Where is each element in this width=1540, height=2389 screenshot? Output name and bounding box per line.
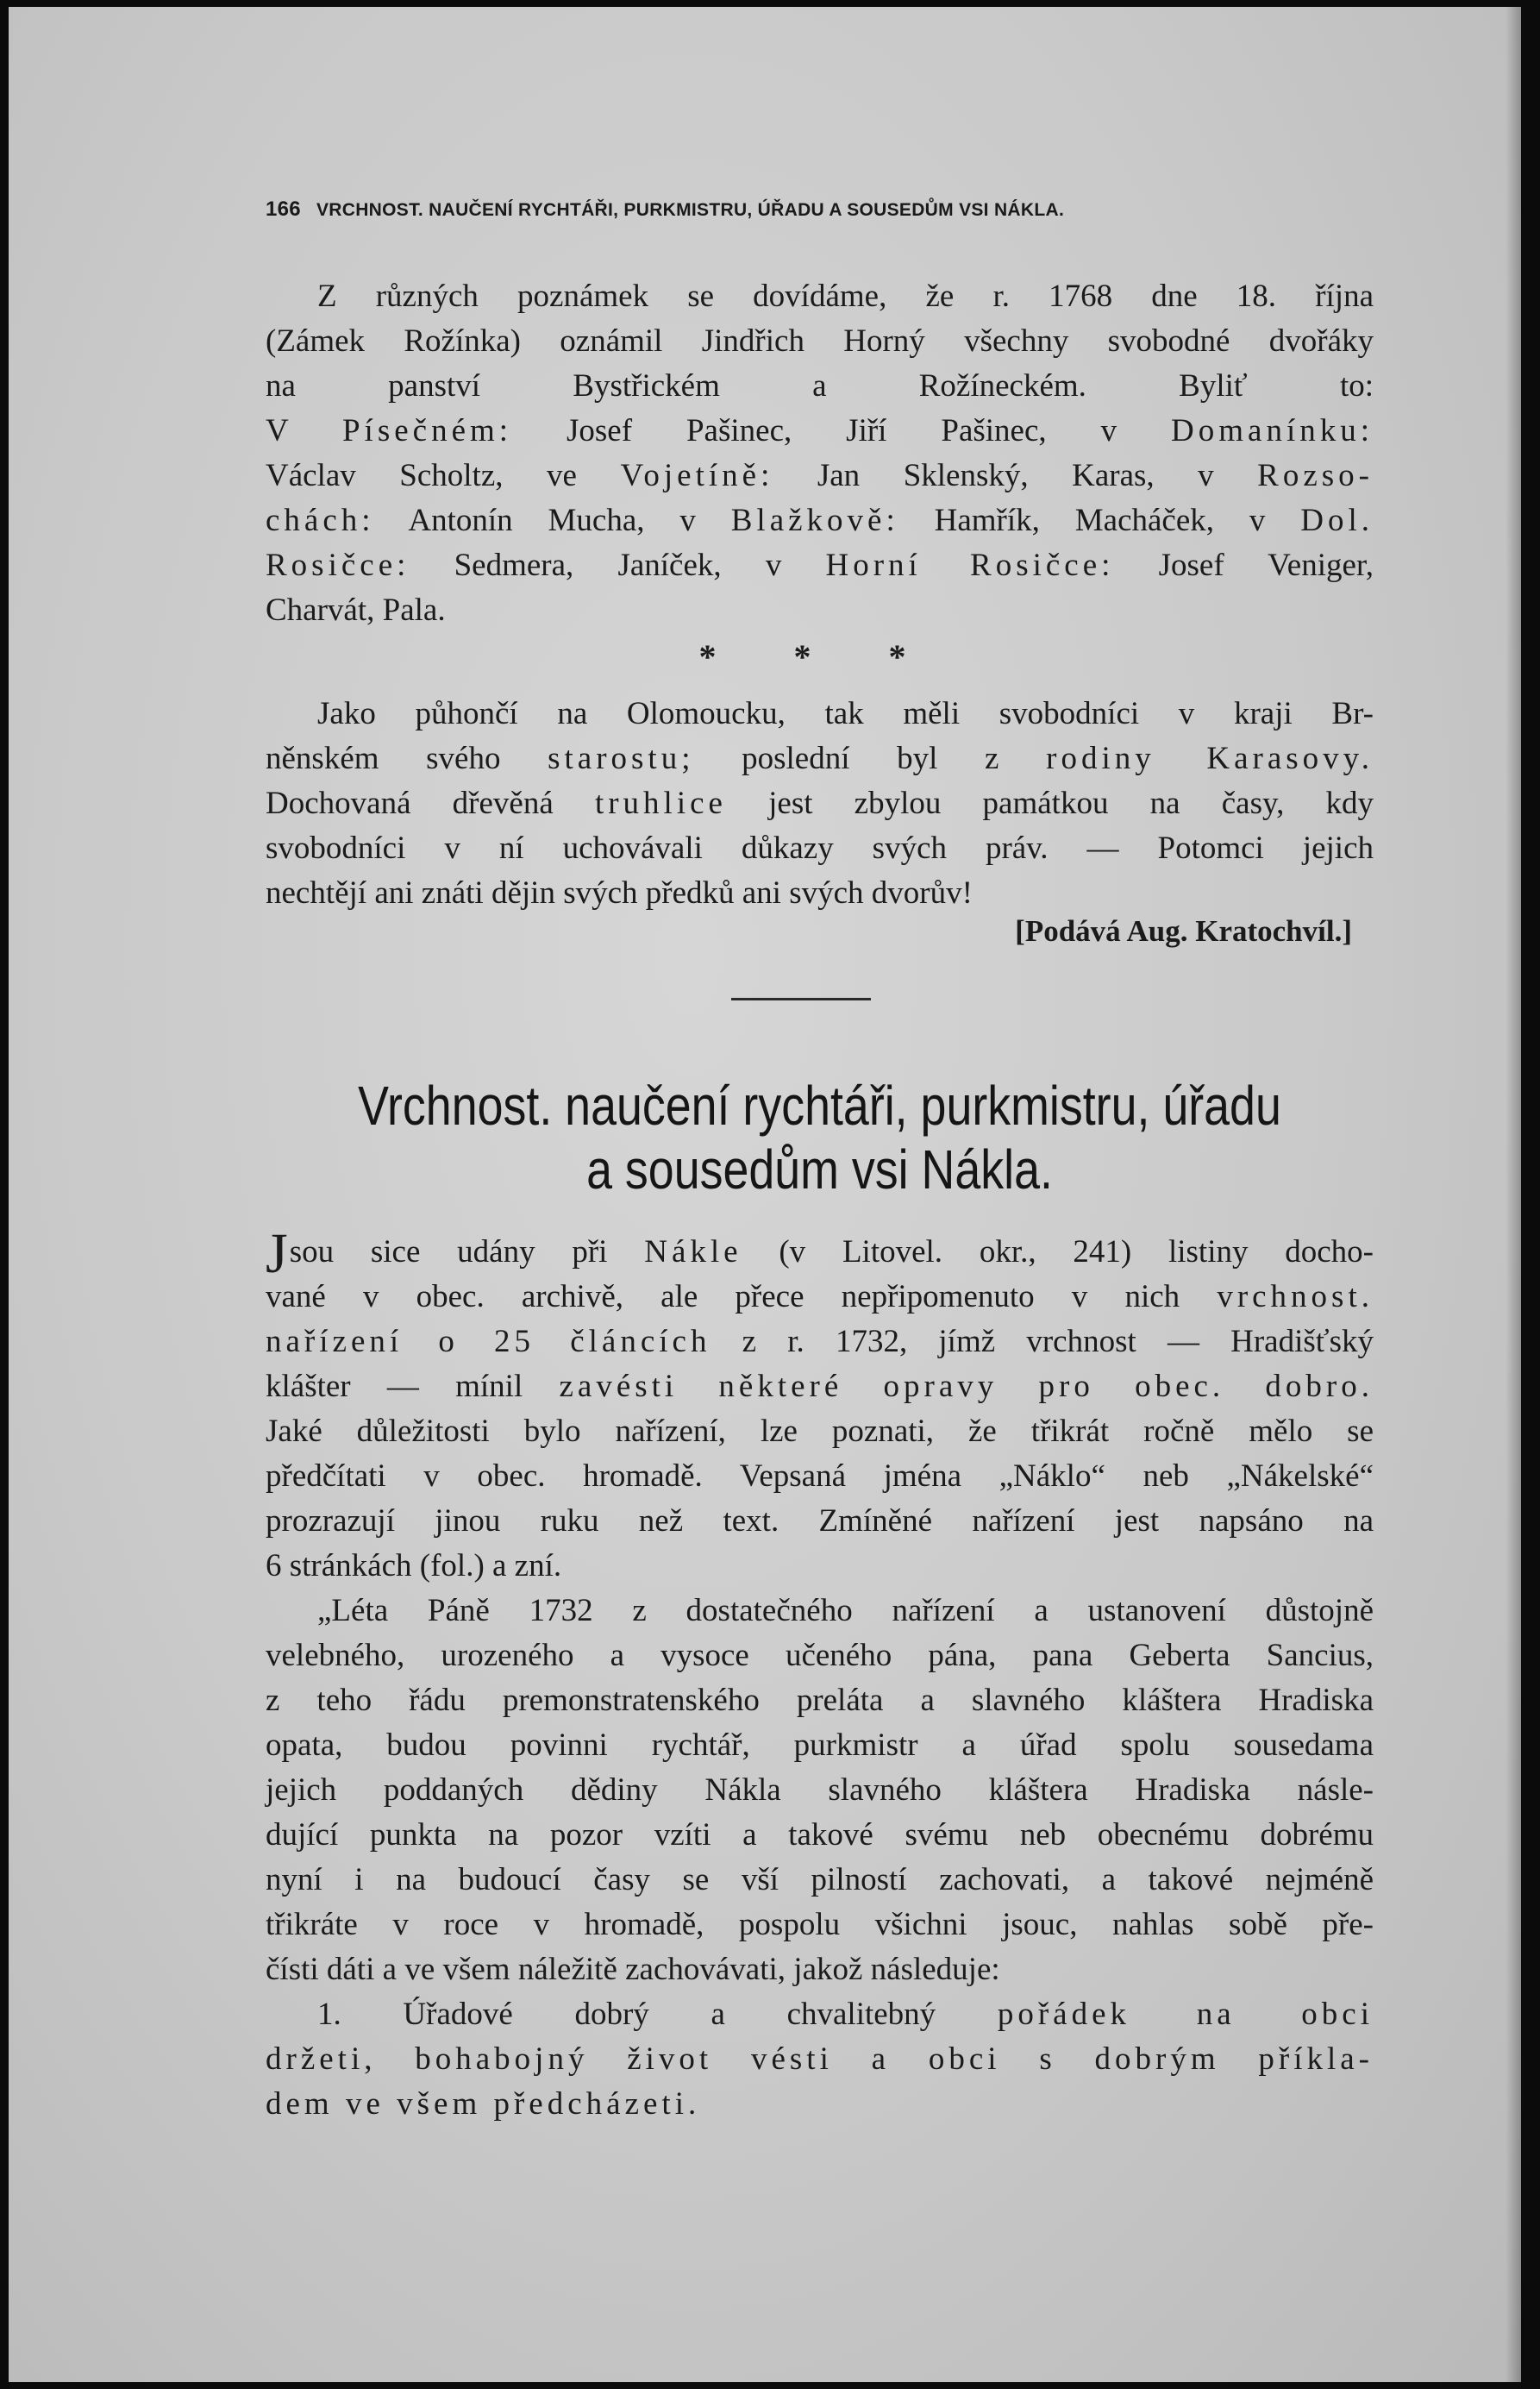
text-line	[266, 871, 1374, 916]
text-line	[266, 543, 1374, 588]
text-line	[266, 1678, 1374, 1723]
text-run: vané v obec. archivě, ale přece nepřipomenuto v nich	[266, 1279, 1218, 1314]
spaced-emphasis: chách:	[266, 503, 375, 538]
heading-line-1: Vrchnost. naučení rychtáři, purkmistru, úřadu	[358, 1075, 1281, 1137]
spaced-emphasis: pořádek na obci	[997, 1997, 1374, 2032]
paragraph-puhonci	[266, 692, 1374, 916]
text-line	[266, 1409, 1374, 1454]
spaced-emphasis: Dol.	[1300, 503, 1374, 538]
text-run: (Zámek Rožínka) oznámil Jindřich Horný všechny svobodné dvořáky	[266, 323, 1374, 359]
separator-stars: * * *	[698, 637, 941, 676]
spaced-emphasis: Písečném:	[341, 413, 513, 448]
spaced-emphasis: Rozso-	[1257, 458, 1374, 493]
spaced-emphasis: starostu;	[548, 741, 695, 776]
text-run: čísti dáti a ve všem náležitě zachovávati, jakož následuje:	[266, 1952, 1000, 1987]
text-run: z r. 1732, jímž vrchnost — Hradišťský	[711, 1324, 1374, 1359]
paragraph-article-1	[266, 1992, 1374, 2127]
text-run: (v Litovel. okr., 241) listiny docho-	[742, 1234, 1374, 1270]
text-line	[266, 2082, 1374, 2127]
drop-cap: J	[266, 1222, 288, 1285]
page-number: 166	[266, 198, 301, 221]
spaced-emphasis: Horní Rosičce:	[825, 548, 1115, 583]
text-run: velebného, urozeného a vysoce učeného pána, pana Geberta Sancius,	[266, 1638, 1374, 1673]
signature: [Podává Aug. Kratochvíl.]	[1015, 914, 1352, 948]
text-line	[266, 1364, 1374, 1409]
text-run: něnském svého	[266, 741, 548, 776]
text-run: Jan Sklenský, Karas, v	[773, 458, 1258, 493]
text-line	[266, 319, 1374, 364]
text-line	[266, 498, 1374, 543]
text-line	[266, 692, 1374, 737]
text-run: Hamřík, Macháček, v	[898, 503, 1301, 538]
text-run: Z různých poznámek se dovídáme, že r. 1768 dne 18. října	[317, 279, 1374, 314]
text-line	[266, 826, 1374, 871]
text-line	[266, 2037, 1374, 2082]
text-line	[266, 1768, 1374, 1813]
text-line	[266, 454, 1374, 498]
text-line	[266, 1858, 1374, 1903]
text-line	[266, 409, 1374, 454]
text-run: Charvát, Pala.	[266, 593, 446, 628]
spaced-emphasis: Vojetíně:	[620, 458, 774, 493]
text-line	[266, 1903, 1374, 1947]
text-line	[266, 1275, 1374, 1320]
section-heading	[354, 1074, 1285, 1201]
text-run: V	[266, 413, 342, 448]
paragraph-decree-preamble	[266, 1589, 1374, 1992]
text-run: Sedmera, Janíček, v	[410, 548, 826, 583]
text-run: Antonín Mucha, v	[374, 503, 731, 538]
spaced-emphasis: nařízení o 25 článcích	[266, 1324, 711, 1359]
text-run: Josef Pašinec, Jiří Pašinec, v	[512, 413, 1172, 448]
book-page	[9, 7, 1521, 2382]
text-line	[266, 1499, 1374, 1544]
text-line	[266, 1320, 1374, 1364]
text-run: Dochovaná dřevěná	[266, 786, 595, 821]
text-run: třikráte v roce v hromadě, pospolu všichni jsouc, nahlas sobě pře-	[266, 1907, 1374, 1942]
text-line	[266, 781, 1374, 826]
text-run: na panství Bystřickém a Rožíneckém. Byliť to:	[266, 368, 1374, 404]
text-run: 6 stránkách (fol.) a zní.	[266, 1548, 562, 1583]
spaced-emphasis: rodiny Karasovy.	[1046, 741, 1374, 776]
text-run: z teho řádu premonstratenského preláta a slavného kláštera Hradiska	[266, 1683, 1374, 1718]
text-run: jejich poddaných dědiny Nákla slavného kláštera Hradiska násle-	[266, 1772, 1374, 1808]
text-run: Jako půhončí na Olomoucku, tak měli svobodníci v kraji Br-	[317, 696, 1374, 731]
spaced-emphasis: Blažkově:	[730, 503, 899, 538]
paragraph-nakla-intro	[266, 1222, 1374, 1589]
spaced-emphasis: truhlice	[594, 786, 727, 821]
text-line	[266, 1633, 1374, 1678]
text-run: nyní i na budoucí časy se vší pilností zachovati, a takové nejméně	[266, 1862, 1374, 1897]
text-run: Jaké důležitosti bylo nařízení, lze poznati, že třikrát ročně mělo se	[266, 1414, 1374, 1449]
text-run: Václav Scholtz, ve	[266, 458, 621, 493]
text-line	[266, 364, 1374, 409]
text-line	[266, 1222, 1374, 1285]
spaced-emphasis: dem ve všem předcházeti.	[266, 2086, 701, 2122]
divider-rule	[731, 998, 871, 1000]
text-line	[266, 1813, 1374, 1858]
spaced-emphasis: vrchnost.	[1217, 1279, 1374, 1314]
text-line	[266, 1947, 1374, 1992]
spaced-emphasis: Rosičce:	[266, 548, 410, 583]
spaced-emphasis: držeti, bohabojný život vésti a obci s dobrým příkla-	[266, 2041, 1374, 2077]
text-run: poslední byl z	[694, 741, 1047, 776]
text-run: prozrazují jinou ruku než text. Zmíněné nařízení jest napsáno na	[266, 1503, 1374, 1539]
text-run: jest zbylou památkou na časy, kdy	[726, 786, 1374, 821]
running-head-title: VRCHNOST. NAUČENÍ RYCHTÁŘI, PURKMISTRU, ÚŘADU A SOUSEDŮM VSI NÁKLA.	[316, 200, 1065, 220]
text-run: sou sice udány při	[289, 1234, 645, 1270]
spaced-emphasis: Domanínku:	[1171, 413, 1374, 448]
spaced-emphasis: Nákle	[644, 1234, 742, 1270]
text-run: Josef Veniger,	[1114, 548, 1374, 583]
text-run: nechtějí ani znáti dějin svých předků ani svých dvorův!	[266, 875, 973, 911]
text-run: „Léta Páně 1732 z dostatečného nařízení a ustanovení důstojně	[317, 1593, 1374, 1628]
heading-line-2: a sousedům vsi Nákla.	[586, 1138, 1053, 1201]
text-line	[266, 1544, 1374, 1589]
text-run: opata, budou povinni rychtář, purkmistr a úřad spolu sousedama	[266, 1727, 1374, 1763]
text-run: předčítati v obec. hromadě. Vepsaná jména „Náklo“ neb „Nákelské“	[266, 1458, 1374, 1494]
text-line	[266, 274, 1374, 319]
text-line	[266, 1454, 1374, 1499]
text-run: 1. Úřadové dobrý a chvalitebný	[317, 1997, 998, 2032]
text-run: svobodníci v ní uchovávali důkazy svých práv. — Potomci jejich	[266, 831, 1374, 866]
text-line	[266, 588, 1374, 633]
text-line	[266, 1992, 1374, 2037]
text-line	[266, 737, 1374, 781]
text-run: dující punkta na pozor vzíti a takové svému neb obecnému dobrému	[266, 1817, 1374, 1853]
paragraph-freeholders	[266, 274, 1374, 633]
text-run: klášter — mínil	[266, 1369, 560, 1404]
text-line	[266, 1723, 1374, 1768]
spaced-emphasis: zavésti některé opravy pro obec. dobro.	[559, 1369, 1374, 1404]
text-line	[266, 1589, 1374, 1633]
running-head	[266, 198, 1352, 222]
